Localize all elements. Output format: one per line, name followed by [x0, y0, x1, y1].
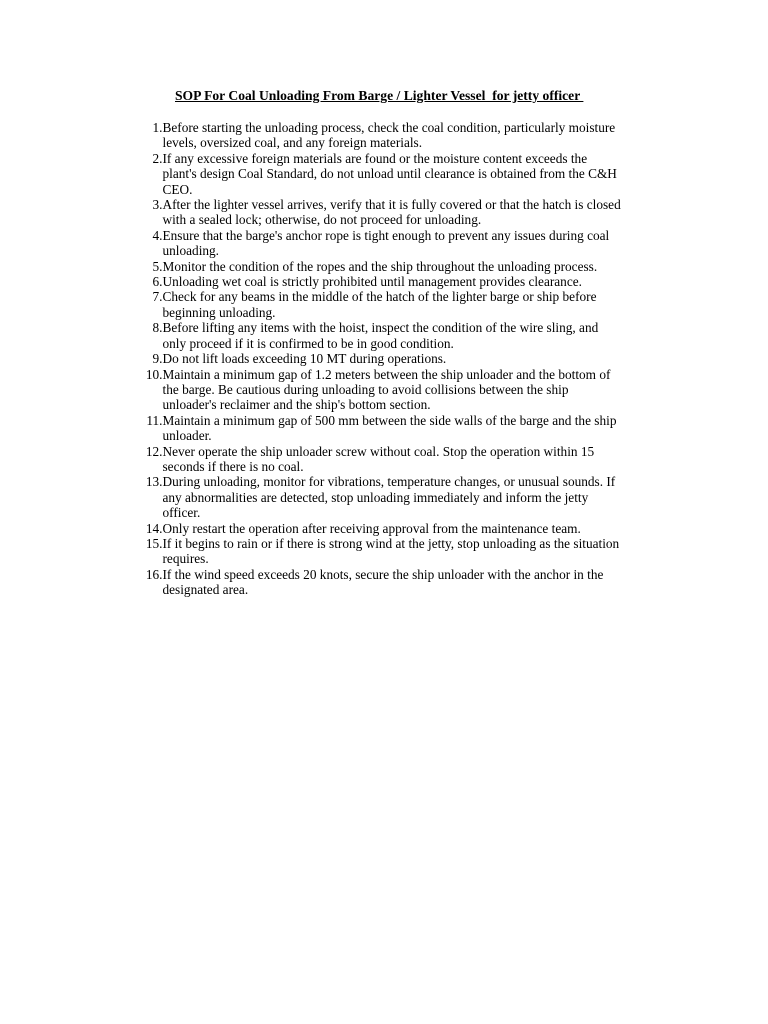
- document-title: SOP For Coal Unloading From Barge / Lighter Vessel for jetty officer: [175, 88, 584, 103]
- list-item: [133, 567, 663, 598]
- item-number: [133, 536, 163, 567]
- list-item: [133, 120, 663, 151]
- item-text: Check for any beams in the middle of the hatch of the lighter barge or ship before beginning unloading.: [162, 289, 597, 320]
- item-number-label: 2.: [152, 150, 163, 166]
- item-number: [133, 320, 163, 351]
- item-number: [133, 444, 163, 475]
- item-number-label: 1.: [152, 120, 163, 135]
- item-text: Ensure that the barge's anchor rope is tight enough to prevent any issues during coal unloading.: [162, 227, 610, 259]
- list-item: [133, 320, 663, 351]
- item-number: [133, 151, 163, 197]
- list-item: [133, 536, 663, 567]
- item-text: Unloading wet coal is strictly prohibited until management provides clearance.: [162, 274, 582, 290]
- sop-list: [133, 120, 663, 598]
- list-item: [133, 474, 663, 520]
- item-number-label: 15.: [145, 535, 163, 551]
- item-number-label: 7.: [152, 289, 163, 305]
- item-number: [133, 259, 163, 274]
- list-item: [133, 151, 663, 197]
- item-number: [133, 274, 163, 289]
- item-number: [133, 228, 163, 259]
- item-number-label: 6.: [152, 274, 163, 290]
- item-text: Maintain a minimum gap of 500 mm between the side walls of the barge and the ship unloader.: [162, 412, 617, 444]
- item-number-label: 4.: [152, 227, 163, 243]
- item-number: [133, 567, 163, 598]
- item-text: After the lighter vessel arrives, verify that it is fully covered or that the hatch is closed with a sealed lock; otherwise, do not proceed for unloading.: [162, 197, 621, 228]
- list-item: [133, 367, 663, 413]
- item-number: [133, 289, 163, 320]
- list-item: [133, 413, 663, 444]
- list-item: [133, 444, 663, 475]
- item-number: [133, 521, 163, 536]
- item-number-label: 14.: [145, 520, 163, 536]
- list-item: [133, 259, 663, 274]
- item-number: [133, 197, 163, 228]
- item-number-label: 11.: [146, 412, 163, 428]
- item-text: Before lifting any items with the hoist, inspect the condition of the wire sling, and only proceed if it is confirmed to be in good condition.: [162, 320, 599, 351]
- item-text: Do not lift loads exceeding 10 MT during operations.: [162, 351, 447, 367]
- item-number-label: 3.: [152, 197, 163, 213]
- list-item: [133, 351, 663, 366]
- item-number: [133, 120, 163, 151]
- item-text: Never operate the ship unloader screw without coal. Stop the operation within 15 seconds if there is no coal.: [162, 443, 595, 474]
- item-number: [133, 413, 163, 444]
- item-text: During unloading, monitor for vibrations, temperature changes, or unusual sounds. If any abnormalities are detected, stop unloading immediately and inform the jetty officer.: [162, 474, 616, 521]
- item-text: Only restart the operation after receiving approval from the maintenance team.: [162, 520, 581, 536]
- item-number-label: 9.: [152, 351, 163, 367]
- list-item: [133, 521, 663, 536]
- item-text: If any excessive foreign materials are found or the moisture content exceeds the plant's design Coal Standard, do not unload until clearance is obtained from the C&H CEO.: [162, 150, 617, 197]
- item-number-label: 16.: [145, 566, 163, 582]
- item-text: If the wind speed exceeds 20 knots, secure the ship unloader with the anchor in the designated area.: [162, 566, 604, 598]
- item-number: [133, 351, 163, 366]
- item-number-label: 12.: [145, 443, 163, 459]
- item-text: If it begins to rain or if there is strong wind at the jetty, stop unloading as the situation requires.: [162, 535, 620, 567]
- item-number-label: 13.: [145, 474, 163, 490]
- list-item: [133, 228, 663, 259]
- item-text: Monitor the condition of the ropes and the ship throughout the unloading process.: [162, 258, 598, 274]
- list-item: [133, 274, 663, 289]
- item-number-label: 5.: [152, 258, 163, 274]
- item-text: Before starting the unloading process, check the coal condition, particularly moisture levels, oversized coal, and any foreign materials.: [162, 120, 616, 151]
- list-item: [133, 289, 663, 320]
- item-number-label: 8.: [152, 320, 163, 336]
- item-number: [133, 474, 163, 520]
- item-number-label: 10.: [145, 366, 163, 382]
- item-number: [133, 367, 163, 413]
- list-item: [133, 197, 663, 228]
- item-text: Maintain a minimum gap of 1.2 meters between the ship unloader and the bottom of the barge. Be cautious during unloading to avoid collisions between the ship unloader's reclaimer and the ship's bottom section.: [162, 366, 611, 413]
